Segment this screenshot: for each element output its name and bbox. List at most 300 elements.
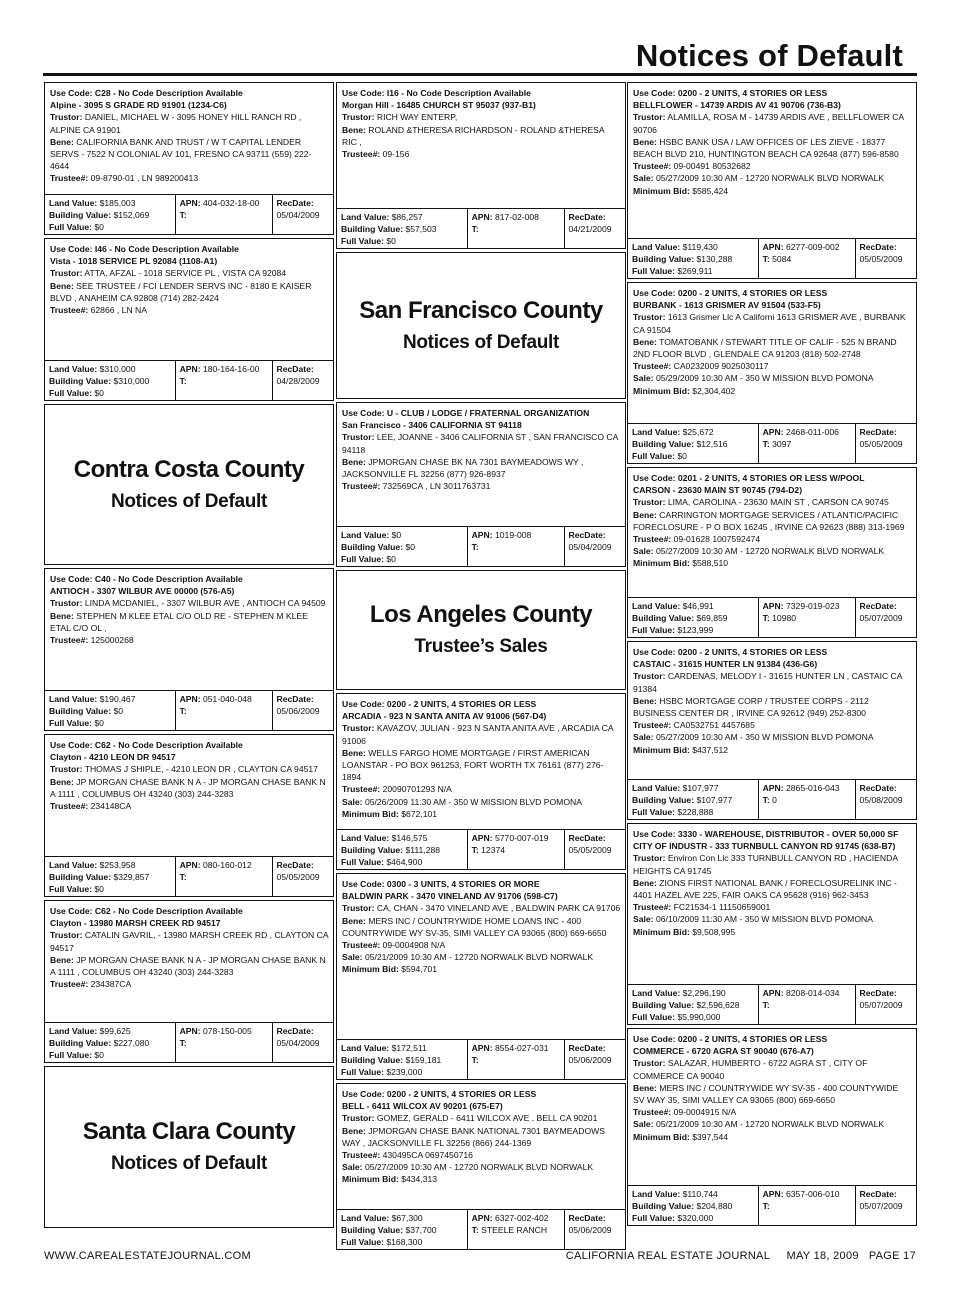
apn-value: 8554-027-031: [495, 1043, 549, 1053]
apn-label: APN:: [762, 783, 784, 793]
county-name: Los Angeles County: [369, 601, 593, 628]
building-value-value: $37,700: [405, 1225, 437, 1236]
recdate-cell: [273, 361, 333, 400]
land-value-label: Land Value:: [341, 530, 390, 540]
full-value-label: Full Value:: [632, 807, 675, 818]
minimum-bid-line: [633, 744, 912, 756]
recdate-cell: [856, 424, 916, 463]
apn-label: APN:: [179, 1026, 201, 1036]
sale-line: [633, 731, 912, 743]
land-value-row: [341, 529, 464, 541]
trustor-label: Trustor:: [342, 1113, 375, 1124]
property-record: [627, 641, 917, 820]
trustor-label: Trustor:: [50, 930, 83, 941]
land-value-value: $99,625: [99, 1026, 131, 1036]
apn-cell: [175, 1023, 273, 1062]
trustee-number-label: Trustee#:: [633, 1107, 672, 1118]
minimum-bid-line: [633, 385, 912, 397]
trustee-number-label: Trustee#:: [50, 173, 89, 184]
full-value-label: Full Value:: [632, 451, 675, 462]
trustee-number-line: [342, 1149, 621, 1161]
land-value-label: Land Value:: [632, 242, 681, 252]
trustor-line: [50, 111, 329, 135]
property-record: [44, 82, 334, 235]
tract-row: [180, 1037, 269, 1049]
recdate-label: RecDate:: [276, 860, 314, 870]
apn-value: 6277-009-002: [786, 242, 840, 252]
building-value-row: [632, 794, 755, 806]
trustee-number-value: 62866 , LN NA: [90, 305, 147, 316]
beneficiary-value: WELLS FARGO HOME MORTGAGE / FIRST AMERICAN LOANSTAR - PO BOX 961253, FORT WORTH TX 76161 (877) 276-1894: [342, 747, 604, 783]
minimum-bid-line: [342, 1173, 621, 1185]
building-value-label: Building Value:: [49, 210, 112, 221]
land-value-row: [632, 426, 755, 438]
value-table: [628, 423, 916, 463]
full-value-label: Full Value:: [632, 266, 675, 277]
tract-label: T:: [179, 210, 187, 221]
trustee-number-label: Trustee#:: [633, 902, 672, 913]
apn-label: APN:: [179, 364, 201, 374]
beneficiary-value: HSBC MORTGAGE CORP / TRUSTEE CORPS - 2112 BUSINESS CENTER DR , IRVINE CA 92612 (949) 252-8300: [633, 695, 869, 719]
recdate-cell: [273, 691, 333, 730]
land-value-label: Land Value:: [632, 783, 681, 793]
minimum-bid-label: Minimum Bid:: [342, 1174, 399, 1185]
recdate-value: 05/05/2009: [859, 254, 903, 265]
use-code: Use Code: U - CLUB / LODGE / FRATERNAL ORGANIZATION: [342, 408, 590, 418]
building-value-value: $310,000: [113, 376, 150, 387]
trustor-label: Trustor:: [633, 671, 666, 682]
trustee-number-value: 09-01628 1007592474: [673, 534, 761, 545]
minimum-bid-label: Minimum Bid:: [633, 385, 690, 396]
beneficiary-value: JP MORGAN CHASE BANK N A - JP MORGAN CHASE BANK N A 1111 , COLUMBUS OH 43240 (303) 244-3283: [50, 776, 326, 799]
trustee-number-label: Trustee#:: [50, 635, 89, 646]
land-value-value: $86,257: [391, 212, 423, 222]
building-value-row: [49, 375, 172, 387]
building-value-row: [632, 1200, 755, 1212]
building-value-row: [49, 1037, 172, 1049]
full-value-value: $0: [386, 554, 396, 565]
land-value-value: $119,430: [682, 242, 718, 252]
property-address: CARSON - 23630 MAIN ST 90745 (794-D2): [633, 485, 803, 496]
land-value-row: [49, 1025, 172, 1037]
building-value-value: $12,516: [696, 439, 728, 450]
beneficiary-line: [633, 877, 912, 901]
apn-value: 2865-016-043: [786, 783, 840, 793]
value-table: [337, 1209, 625, 1249]
recdate-label: RecDate:: [568, 1043, 606, 1053]
beneficiary-value: MERS INC / COUNTRYWIDE HOME LOANS INC - 400 COUNTRYWIDE WY SV-35, SIMI VALLEY CA 93065 (800) 669-6650: [342, 915, 607, 938]
apn-row: [472, 832, 561, 844]
building-value-value: $0: [405, 542, 416, 553]
land-value-value: $25,672: [682, 427, 714, 437]
beneficiary-value: ROLAND &THERESA RICHARDSON - ROLAND &THERESA RIC ,: [342, 124, 605, 147]
trustee-number-line: [50, 172, 329, 184]
trustor-label: Trustor:: [633, 853, 666, 864]
notice-body: [337, 1084, 625, 1209]
apn-row: [180, 693, 269, 705]
recdate-cell: [565, 209, 625, 248]
building-value-row: [341, 541, 464, 553]
minimum-bid-line: [342, 808, 621, 820]
recdate-cell: [273, 195, 333, 234]
apn-row: [763, 1188, 852, 1200]
apn-row: [763, 241, 852, 253]
value-table: [628, 597, 916, 637]
full-value-row: [341, 553, 464, 565]
use-code: Use Code: I16 - No Code Description Available: [342, 88, 531, 98]
use-code: Use Code: C62 - No Code Description Available: [50, 906, 243, 916]
apn-cell: [758, 239, 856, 278]
minimum-bid-label: Minimum Bid:: [633, 558, 690, 569]
building-value-label: Building Value:: [49, 872, 112, 883]
property-record: [44, 734, 334, 897]
recdate-label: RecDate:: [568, 212, 606, 222]
building-value-value: $130,288: [696, 254, 733, 265]
use-code: Use Code: 0200 - 2 UNITS, 4 STORIES OR LESS: [633, 288, 828, 298]
full-value-label: Full Value:: [49, 388, 92, 399]
trustee-number-value: 09-0004915 N/A: [673, 1107, 737, 1118]
land-value-label: Land Value:: [49, 694, 98, 704]
sale-line: [633, 172, 912, 184]
full-value-label: Full Value:: [341, 1237, 384, 1248]
recdate-cell: [856, 1186, 916, 1225]
minimum-bid-value: $437,512: [692, 744, 729, 755]
tract-label: T:: [179, 706, 187, 717]
building-value-row: [49, 705, 172, 717]
recdate-value: 05/06/2009: [276, 706, 320, 717]
trustee-number-line: [342, 939, 621, 951]
page-title: Notices of Default: [635, 38, 903, 73]
land-value-label: Land Value:: [49, 1026, 98, 1036]
sale-value: 05/21/2009 10:30 AM - 12720 NORWALK BLVD NORWALK: [655, 1119, 885, 1130]
section-name: Notices of Default: [110, 490, 268, 512]
building-value-label: Building Value:: [341, 1055, 404, 1066]
tract-label: T:: [762, 613, 770, 624]
recdate-label: RecDate:: [859, 601, 897, 611]
trustee-number-label: Trustee#:: [633, 720, 672, 731]
recdate-value: 05/08/2009: [859, 795, 903, 806]
land-value-label: Land Value:: [49, 364, 98, 374]
tract-label: T:: [179, 376, 187, 387]
trustee-number-value: 234148CA: [90, 801, 132, 812]
building-value-row: [341, 844, 464, 856]
value-table: [628, 984, 916, 1024]
full-value-value: $0: [94, 1050, 104, 1061]
values-cell: [337, 830, 467, 869]
trustee-number-label: Trustee#:: [50, 305, 89, 316]
beneficiary-label: Bene:: [50, 136, 74, 147]
recdate-value: 05/04/2009: [276, 210, 320, 221]
recdate-cell: [856, 239, 916, 278]
trustor-value: LINDA MCDANIEL, - 3307 WILBUR AVE , ANTIOCH CA 94509: [84, 598, 326, 609]
building-value-label: Building Value:: [632, 439, 695, 450]
property-record: [336, 402, 626, 567]
beneficiary-label: Bene:: [633, 877, 657, 888]
recdate-cell: [565, 527, 625, 566]
full-value-value: $320,000: [677, 1213, 714, 1224]
building-value-label: Building Value:: [49, 1038, 112, 1049]
trustor-label: Trustor:: [633, 112, 666, 123]
sale-value: 05/27/2009 10:30 AM - 12720 NORWALK BLVD NORWALK: [655, 546, 885, 557]
tract-label: T:: [762, 1000, 770, 1011]
trustor-line: [342, 902, 621, 914]
full-value-label: Full Value:: [49, 884, 92, 895]
tract-label: T:: [762, 439, 770, 450]
apn-value: 6357-006-010: [786, 1189, 840, 1199]
property-record: [44, 568, 334, 731]
land-value-row: [341, 211, 464, 223]
recdate-cell: [273, 857, 333, 896]
trustee-number-label: Trustee#:: [633, 361, 672, 372]
apn-cell: [175, 691, 273, 730]
building-value-label: Building Value:: [632, 1000, 695, 1011]
property-address: Morgan Hill - 16485 CHURCH ST 95037 (937-B1): [342, 100, 536, 111]
property-record: [336, 693, 626, 870]
tract-label: T:: [471, 845, 479, 856]
use-code: Use Code: 0200 - 2 UNITS, 4 STORIES OR LESS: [633, 88, 828, 98]
sale-value: 05/21/2009 10:30 AM - 12720 NORWALK BLVD NORWALK: [364, 952, 594, 963]
sale-label: Sale:: [633, 732, 654, 743]
apn-label: APN:: [471, 212, 493, 222]
recdate-cell: [856, 985, 916, 1024]
apn-cell: [175, 195, 273, 234]
sale-value: 05/26/2009 11:30 AM - 350 W MISSION BLVD POMONA: [364, 796, 582, 807]
trustee-number-value: 09-00491 80532682: [673, 161, 751, 172]
recdate-value: 05/07/2009: [859, 1000, 903, 1011]
trustor-line: [50, 597, 329, 609]
apn-row: [180, 197, 269, 209]
beneficiary-label: Bene:: [342, 747, 366, 758]
beneficiary-value: CARRINGTON MORTGAGE SERVICES / ATLANTIC/PACIFIC FORECLOSURE - P O BOX 16245 , IRVINE CA 92623 (888) 313-1969: [633, 509, 905, 532]
beneficiary-line: [50, 776, 329, 800]
trustor-value: CA, CHAN - 3470 VINELAND AVE , BALDWIN PARK CA 91706: [376, 903, 621, 914]
trustee-number-value: 732569CA , LN 3011763731: [382, 481, 491, 492]
notice-body: [337, 694, 625, 829]
trustor-value: ALAMILLA, ROSA M - 14739 ARDIS AVE , BELLFLOWER CA 90706: [633, 112, 904, 135]
use-code: Use Code: 3330 - WAREHOUSE, DISTRIBUTOR - OVER 50,000 SF: [633, 829, 899, 839]
recdate-label: RecDate:: [276, 364, 314, 374]
apn-cell: [758, 424, 856, 463]
apn-cell: [467, 527, 565, 566]
full-value-value: $0: [677, 451, 687, 462]
apn-value: 6327-002-402: [495, 1213, 549, 1223]
tract-label: T:: [471, 542, 479, 553]
trustor-value: CARDENAS, MELODY I - 31615 HUNTER LN , CASTAIC CA 91384: [633, 671, 903, 694]
apn-cell: [175, 361, 273, 400]
beneficiary-label: Bene:: [633, 336, 657, 347]
section-name: Trustee’s Sales: [414, 636, 548, 657]
trustee-number-value: CA0532751 4457685: [673, 720, 755, 731]
apn-label: APN:: [471, 1213, 493, 1223]
full-value-value: $464,900: [386, 857, 423, 868]
tract-row: [472, 844, 561, 856]
recdate-value: 05/04/2009: [568, 542, 612, 553]
beneficiary-line: [633, 136, 912, 160]
beneficiary-line: [342, 1125, 621, 1149]
full-value-value: $269,911: [677, 266, 713, 277]
beneficiary-label: Bene:: [342, 1125, 366, 1136]
recdate-value: 05/06/2009: [568, 1225, 612, 1236]
full-value-row: [49, 1049, 172, 1061]
building-value-value: $2,596,628: [696, 1000, 740, 1011]
tract-row: [763, 612, 852, 624]
apn-value: 1019-008: [495, 530, 532, 540]
trustee-number-value: 430495CA 0697450716: [382, 1150, 473, 1161]
beneficiary-label: Bene:: [342, 124, 366, 135]
notice-body: [628, 824, 916, 984]
full-value-label: Full Value:: [632, 1012, 675, 1023]
trustee-number-value: 09-0004908 N/A: [382, 940, 446, 951]
full-value-label: Full Value:: [49, 222, 92, 233]
apn-value: 2468-011-006: [786, 427, 839, 437]
values-cell: [337, 527, 467, 566]
tract-label: T:: [762, 254, 770, 265]
recdate-label: RecDate:: [276, 198, 314, 208]
value-table: [337, 829, 625, 869]
trustor-value: RICH WAY ENTERP,: [376, 112, 458, 123]
trustor-label: Trustor:: [50, 764, 83, 775]
apn-cell: [467, 1040, 565, 1079]
land-value-value: $190,467: [99, 694, 136, 704]
sale-label: Sale:: [633, 173, 654, 184]
sale-line: [342, 1161, 621, 1173]
column-1: [44, 82, 334, 1231]
tract-value: 12374: [481, 845, 506, 856]
land-value-row: [49, 859, 172, 871]
property-address: Clayton - 13980 MARSH CREEK RD 94517: [50, 918, 221, 929]
building-value-value: $159,181: [405, 1055, 442, 1066]
recdate-value: 05/07/2009: [859, 1201, 903, 1212]
full-value-label: Full Value:: [341, 554, 384, 565]
recdate-cell: [273, 1023, 333, 1062]
beneficiary-value: MERS INC / COUNTRYWIDE WY SV-35 - 400 COUNTYWIDE SV WAY 35, SIMI VALLEY CA 93065 (800) 669-6650: [633, 1082, 899, 1106]
land-value-row: [341, 1212, 464, 1224]
trustee-number-line: [50, 800, 329, 812]
notice-body: [45, 239, 333, 360]
trustor-line: [50, 267, 329, 279]
minimum-bid-value: $397,544: [692, 1131, 729, 1142]
trustor-line: [633, 496, 912, 508]
land-value-row: [632, 241, 755, 253]
apn-value: 051-040-048: [203, 694, 252, 704]
notice-body: [628, 642, 916, 779]
apn-label: APN:: [762, 601, 784, 611]
apn-label: APN:: [179, 694, 201, 704]
apn-row: [763, 426, 852, 438]
building-value-row: [49, 209, 172, 221]
minimum-bid-label: Minimum Bid:: [342, 964, 399, 975]
beneficiary-line: [50, 280, 329, 304]
full-value-row: [632, 265, 755, 277]
land-value-value: $185,003: [99, 198, 136, 208]
minimum-bid-label: Minimum Bid:: [633, 926, 690, 937]
full-value-row: [341, 1236, 464, 1248]
apn-row: [763, 782, 852, 794]
beneficiary-value: TOMATOBANK / STEWART TITLE OF CALIF - 525 N BRAND 2ND FLOOR BLVD , GLENDALE CA 91203 (818) 502-2748: [633, 336, 897, 360]
notice-body: [337, 403, 625, 526]
apn-row: [472, 529, 561, 541]
footer-website[interactable]: WWW.CAREALESTATEJOURNAL.COM: [44, 1250, 251, 1262]
land-value-row: [49, 197, 172, 209]
minimum-bid-value: $672,101: [401, 808, 438, 819]
building-value-row: [632, 253, 755, 265]
trustor-line: [633, 311, 912, 335]
beneficiary-line: [633, 695, 912, 719]
beneficiary-label: Bene:: [342, 456, 366, 467]
sale-value: 05/27/2009 10:30 AM - 12720 NORWALK BLVD NORWALK: [655, 173, 885, 184]
property-address: San Francisco - 3406 CALIFORNIA ST 94118: [342, 420, 522, 431]
values-cell: [628, 598, 758, 637]
value-table: [337, 526, 625, 566]
value-table: [45, 360, 333, 400]
beneficiary-line: [633, 336, 912, 360]
apn-label: APN:: [471, 1043, 493, 1053]
county-name: Contra Costa County: [73, 455, 305, 483]
trustee-number-value: 09-8790-01 , LN 989200413: [90, 173, 199, 184]
value-table: [628, 779, 916, 819]
column-2: [336, 82, 626, 1253]
trustee-number-label: Trustee#:: [342, 1150, 381, 1161]
recdate-value: 05/07/2009: [859, 613, 903, 624]
trustee-number-label: Trustee#:: [342, 481, 381, 492]
tract-row: [180, 375, 269, 387]
trustor-label: Trustor:: [633, 312, 666, 323]
apn-cell: [467, 830, 565, 869]
tract-value: 0: [772, 795, 777, 806]
notice-body: [337, 83, 625, 208]
beneficiary-line: [342, 456, 621, 480]
values-cell: [45, 1023, 175, 1062]
beneficiary-line: [342, 747, 621, 784]
full-value-label: Full Value:: [341, 857, 384, 868]
beneficiary-line: [50, 954, 329, 978]
apn-row: [180, 1025, 269, 1037]
beneficiary-label: Bene:: [342, 915, 366, 926]
building-value-label: Building Value:: [49, 706, 112, 717]
minimum-bid-value: $434,313: [401, 1174, 438, 1185]
trustee-number-line: [633, 160, 912, 172]
recdate-label: RecDate:: [859, 427, 897, 437]
full-value-row: [341, 235, 464, 247]
building-value-row: [49, 871, 172, 883]
tract-row: [472, 1054, 561, 1066]
trustee-number-line: [633, 533, 912, 545]
building-value-row: [632, 438, 755, 450]
trustor-label: Trustor:: [633, 497, 666, 508]
recdate-value: 05/05/2009: [568, 845, 612, 856]
recdate-label: RecDate:: [859, 988, 897, 998]
county-header: [336, 570, 626, 690]
title-rule: [43, 73, 917, 76]
sale-line: [633, 913, 912, 925]
sale-label: Sale:: [633, 546, 654, 557]
apn-label: APN:: [471, 833, 493, 843]
property-record: [627, 823, 917, 1025]
full-value-value: $239,000: [386, 1067, 423, 1078]
beneficiary-value: CALIFORNIA BANK AND TRUST / W T CAPITAL LENDER SERVS - 7522 N COLONIAL AV 101, FRESNO CA 93711 (559) 222-4644: [50, 136, 312, 172]
land-value-label: Land Value:: [341, 212, 390, 222]
tract-value: STEELE RANCH: [481, 1225, 548, 1236]
full-value-label: Full Value:: [49, 1050, 92, 1061]
property-record: [627, 1028, 917, 1226]
building-value-label: Building Value:: [341, 845, 404, 856]
land-value-label: Land Value:: [341, 1043, 390, 1053]
trustor-line: [50, 763, 329, 775]
beneficiary-value: HSBC BANK USA / LAW OFFICES OF LES ZIEVE - 18377 BEACH BLVD 210, HUNTINGTON BEACH CA 92648 (877) 596-8580: [633, 136, 899, 160]
trustee-number-value: 234387CA: [90, 979, 132, 990]
full-value-row: [632, 1011, 755, 1023]
land-value-value: $310,000: [99, 364, 136, 374]
